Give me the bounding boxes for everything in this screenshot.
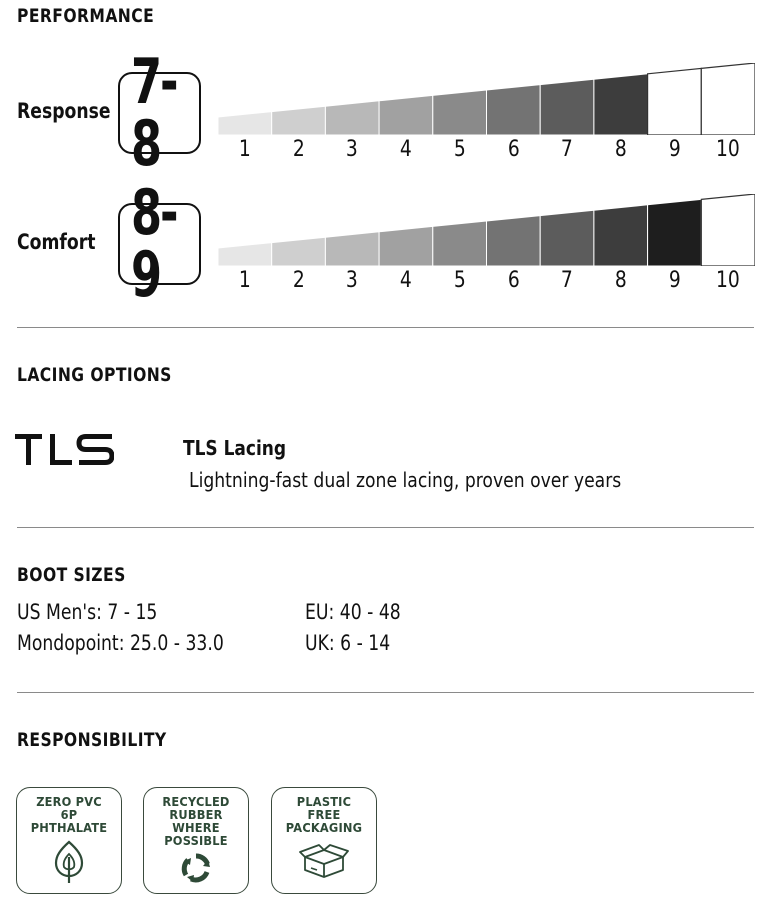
scale-tick-label: 7	[561, 137, 573, 162]
performance-heading: PERFORMANCE	[17, 5, 155, 27]
scale-tick-label: 2	[292, 268, 305, 293]
scale-tick-label: 5	[453, 268, 466, 293]
badge-text	[17, 796, 121, 835]
comfort-scale	[218, 194, 755, 293]
response-scale-ticks	[218, 137, 755, 161]
scale-tick-label: 7	[561, 268, 573, 293]
badge-line: RECYCLED	[162, 795, 230, 809]
responsibility-heading: RESPONSIBILITY	[17, 729, 167, 751]
badge-text	[272, 796, 376, 835]
comfort-label: Comfort	[17, 230, 96, 254]
plastic-free-badge	[271, 787, 377, 894]
scale-segment-3	[325, 232, 379, 266]
divider	[17, 327, 754, 328]
size-us-mens: US Men's: 7 - 15	[17, 600, 158, 624]
scale-segment-5	[433, 90, 487, 135]
scale-tick-label: 6	[507, 268, 520, 293]
scale-segment-2	[272, 237, 326, 266]
badge-line: POSSIBLE	[164, 834, 228, 848]
response-scale	[218, 63, 755, 162]
response-rating-value: 7-8	[131, 45, 177, 180]
scale-segment-9	[648, 68, 702, 135]
scale-tick-label: 9	[668, 268, 681, 293]
scale-tick-label: 5	[453, 137, 466, 162]
box-icon	[272, 843, 376, 879]
badge-text	[144, 796, 248, 848]
badge-line: 6P	[60, 808, 78, 822]
comfort-rating-badge	[118, 176, 201, 311]
scale-segment-8	[594, 74, 648, 135]
scale-segment-6	[487, 216, 541, 266]
scale-tick-label: 6	[507, 137, 520, 162]
zero-pvc-badge	[16, 787, 122, 894]
badge-line: ZERO PVC	[36, 795, 102, 809]
comfort-rating-value: 8-9	[131, 176, 177, 311]
scale-segment-1	[218, 112, 272, 135]
divider	[17, 527, 754, 528]
size-mondopoint: Mondopoint: 25.0 - 33.0	[17, 631, 224, 655]
scale-segment-9	[648, 199, 702, 266]
scale-tick-label: 10	[716, 137, 741, 162]
scale-tick-label: 1	[238, 268, 251, 293]
scale-segment-1	[218, 243, 272, 266]
recycled-rubber-badge	[143, 787, 249, 894]
badge-line: RUBBER	[169, 808, 223, 822]
scale-tick-label: 3	[346, 268, 359, 293]
scale-segment-7	[540, 210, 594, 266]
scale-tick-label: 3	[346, 137, 359, 162]
scale-segment-8	[594, 205, 648, 266]
scale-segment-7	[540, 79, 594, 135]
comfort-scale-bars	[218, 194, 755, 266]
size-uk: UK: 6 - 14	[305, 631, 391, 655]
comfort-scale-ticks	[218, 268, 755, 292]
response-scale-bars	[218, 63, 755, 135]
lacing-name: TLS Lacing	[183, 436, 287, 460]
scale-segment-4	[379, 226, 433, 266]
scale-tick-label: 4	[399, 137, 412, 162]
lacing-description: Lightning-fast dual zone lacing, proven over years	[189, 468, 622, 492]
scale-tick-label: 8	[614, 137, 627, 162]
scale-tick-label: 1	[238, 137, 251, 162]
scale-tick-label: 2	[292, 137, 305, 162]
scale-segment-6	[487, 85, 541, 135]
recycle-icon	[144, 853, 248, 883]
scale-segment-3	[325, 101, 379, 135]
scale-segment-2	[272, 106, 326, 135]
scale-segment-4	[379, 95, 433, 135]
badge-line: PHTHALATE	[30, 821, 108, 835]
badge-line: PLASTIC	[296, 795, 352, 809]
scale-segment-10	[701, 194, 755, 266]
scale-tick-label: 9	[668, 137, 681, 162]
lacing-options-heading: LACING OPTIONS	[17, 364, 172, 386]
badge-line: WHERE	[172, 821, 220, 835]
response-label: Response	[17, 99, 111, 123]
scale-tick-label: 8	[614, 268, 627, 293]
leaf-icon	[17, 839, 121, 885]
scale-segment-5	[433, 221, 487, 266]
response-rating-badge	[118, 45, 201, 180]
badge-line: PACKAGING	[285, 821, 363, 835]
badge-line: FREE	[307, 808, 341, 822]
divider	[17, 692, 754, 693]
tls-logo	[14, 430, 114, 474]
scale-tick-label: 10	[716, 268, 741, 293]
boot-sizes-heading: BOOT SIZES	[17, 564, 126, 586]
size-eu: EU: 40 - 48	[305, 600, 401, 624]
scale-tick-label: 4	[399, 268, 412, 293]
scale-segment-10	[701, 63, 755, 135]
